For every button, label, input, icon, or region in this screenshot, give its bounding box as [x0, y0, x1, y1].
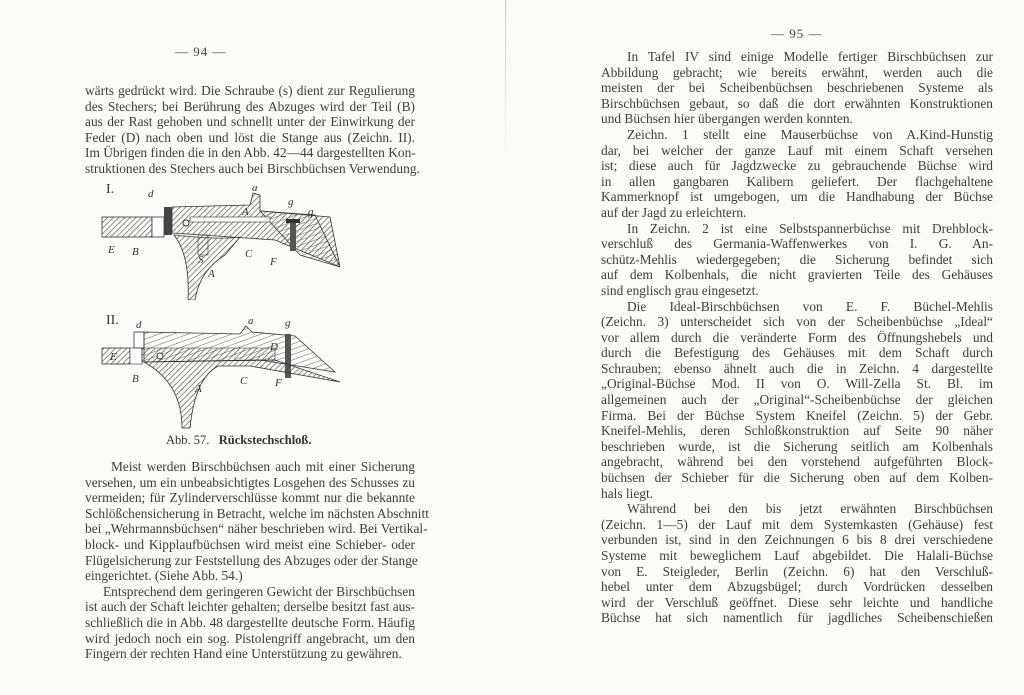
text-line: versehen, um ein unbeabsichtigtes Losgehen des Schusses zu — [85, 474, 415, 490]
text-line: angebracht, während bei den vorstehend aufgeführten Block- — [601, 454, 993, 470]
left-top-paragraph — [85, 83, 420, 177]
text-line: von E. Steigleder, Berlin (Zeichn. 6) hat den Verschluß- — [601, 563, 993, 579]
part-label: a — [252, 185, 258, 194]
text-line: Schrauben; ebenso ähnelt auch die in Zeichn. 4 dargestellte — [601, 360, 993, 376]
part-label: F — [270, 256, 277, 268]
right-paragraph-5 — [601, 501, 993, 626]
text-line: Feder (D) nach oben und löst die Stange aus (Zeichn. II). — [85, 129, 415, 145]
part-label: C — [240, 375, 248, 387]
text-line: Flügelsicherung zur Feststellung des Abzuges oder der Stange — [85, 552, 418, 568]
text-line: block- und Kipplaufbüchsen wird meist eine Schieber- oder — [85, 536, 415, 552]
text-line: Im Übrigen finden die in den Abb. 42—44 dargestellten Kon- — [85, 145, 416, 161]
text-line: Meist werden Birschbüchsen auch mit einer Sicherung — [111, 459, 415, 474]
text-line: aus der Rast gehoben und schnellt unter der Einwirkung der — [85, 114, 415, 130]
figure-panel-1-label: I. — [106, 182, 115, 197]
text-line: In Zeichn. 2 ist eine Selbstspannerbüchse mit Drehblock- — [627, 220, 993, 236]
text-line: auf der Jagd zu erleichtern. — [601, 204, 747, 220]
text-line: auf dem Kolbenhals, die nicht gravierten Teile des Gehäuses — [601, 267, 993, 283]
part-label: g — [285, 318, 291, 329]
right-paragraph-1 — [601, 49, 993, 127]
text-line: bei „Wehrmannsbüchsen“ näher beschrieben wird. Bei Vertikal- — [85, 521, 428, 537]
stock-bar — [102, 217, 152, 237]
text-line: allgemeinen auch der „Original“-Scheibenbüchse der gleichen — [601, 392, 993, 408]
left-top-text — [85, 83, 420, 177]
text-line: schließlich die in Abb. 48 dargestellte deutsche Form. Häufig — [85, 614, 415, 630]
text-line: sind englisch grau eingesetzt. — [601, 282, 759, 298]
part-label: A — [242, 206, 249, 218]
right-paragraph-2 — [601, 127, 993, 221]
part-label: g — [288, 196, 294, 208]
text-line: Systeme mit beweglichem Lauf abgebildet. Die Halali-Büchse — [601, 548, 993, 563]
text-line: wärts gedrückt wird. Die Schraube (s) dient zur Regulierung — [85, 83, 415, 98]
text-line: wird der Verschluß geöffnet. Diese sehr leichte und handliche — [601, 594, 993, 610]
text-line: Schlößchensicherung in Betracht, welche im nächsten Abschnitt — [85, 505, 429, 521]
text-line: büchsen der Schieber für die Sicherung oben auf dem Kolben- — [601, 470, 993, 486]
text-line: des Stechers; bei Berührung des Abzuges wird der Teil (B) — [85, 98, 415, 114]
text-line: verschluß des Germania-Waffenwerkes von I. G. An- — [601, 236, 993, 252]
right-paragraph-4 — [601, 299, 993, 502]
text-line: verbunden ist, sind in den Zeichnungen 6 bis 8 drei verschiedene — [601, 532, 993, 548]
figure-caption — [166, 433, 312, 448]
left-paragraph-1 — [85, 459, 429, 584]
plate-d — [164, 207, 172, 235]
part-label: d — [148, 188, 154, 200]
text-line: Die Ideal-Birschbüchsen von E. F. Büchel-Mehlis — [627, 298, 993, 314]
text-line: und Büchsen hier übergangen werden konnten. — [601, 111, 853, 127]
text-line: vermeiden; für Zylinderverschlüsse kommt nur die bekannte — [85, 490, 415, 506]
figure-caption-title: Rückstechschloß. — [218, 433, 312, 447]
text-line: ist auch der Schaft leichter gehalten; derselbe besitzt fast aus- — [85, 599, 415, 615]
right-text — [601, 49, 993, 626]
text-line: beschrieben wurde, ist die Sicherung seitlich am Kolbenhals — [601, 438, 993, 454]
sear-bar — [190, 217, 270, 222]
part-label: A — [208, 268, 215, 280]
text-line: schütz-Mehlis wiedergegeben; die Sicherung befindet sich — [601, 251, 993, 267]
text-line: struktionen des Stechers auch bei Birschbüchsen Verwendung. — [85, 160, 420, 176]
text-line: Birschbüchsen gebaut, so daß die dort erwähnten Konstruktionen — [601, 95, 993, 111]
figure-panel-2-drawing — [100, 318, 340, 433]
text-line: (Zeichn. 1—5) der Lauf mit dem Systemkasten (Gehäuse) fest — [601, 516, 993, 532]
text-line: hals liegt. — [601, 485, 654, 501]
part-label: S — [198, 254, 204, 266]
page-number-right: — 95 — — [771, 26, 823, 41]
text-line: Während bei den bis jetzt erwähnten Birschbüchsen — [627, 501, 993, 517]
part-label: E — [108, 244, 115, 256]
part-label: d — [136, 319, 142, 331]
text-line: Büchse hat sich namentlich für jagdliches Scheibenschießen — [601, 610, 993, 626]
text-line: „Original-Büchse Mod. II von O. Will-Zella St. Bl. im — [601, 376, 993, 392]
part-label: F — [275, 377, 282, 389]
part-label: B — [132, 246, 139, 258]
right-page — [508, 0, 1024, 695]
left-paragraph-2 — [85, 584, 415, 662]
text-line: Firma. Bei der Büchse System Kneifel (Zeichn. 5) der Gebr. — [601, 407, 993, 423]
left-page — [0, 0, 508, 695]
text-line: hebel unter dem Abzugsbügel; durch Vordrücken desselben — [601, 579, 993, 595]
part-label: a — [248, 318, 254, 327]
text-line: ist; diese auch für Jagdzwecke zu gebrauchende Büchse wird — [601, 158, 993, 174]
right-paragraph-3 — [601, 221, 993, 299]
text-line: (Zeichn. 3) unterscheidet sich von der Scheibenbüchse „Ideal“ — [601, 314, 993, 330]
part-label: E — [110, 351, 117, 363]
left-bottom-text — [85, 459, 429, 662]
figure-panel-2-label: II. — [106, 313, 119, 328]
text-line: vor allem durch die veränderte Form des Öffnungshebels und — [601, 329, 993, 345]
text-line: durch die Befestigung des Gehäuses mit dem Schaft durch — [601, 345, 993, 361]
part-label: C — [245, 248, 253, 260]
figure-panel-1-drawing — [100, 185, 340, 300]
text-line: Abbildung gebracht; wie bereits erwähnt, werden auch die — [601, 64, 993, 80]
text-line: dar, bei welcher der ganze Lauf mit einem Schaft versehen — [601, 142, 993, 158]
part-label: g — [308, 206, 314, 218]
part-label: B — [132, 373, 139, 385]
text-line: Zeichn. 1 stellt eine Mauserbüchse von A.Kind-Hunstig — [627, 126, 993, 142]
text-line: Kneifel-Mehlis, deren Schloßkonstruktion auf Seite 90 näher — [601, 423, 993, 439]
part-label: A — [195, 383, 202, 395]
part-label: D — [270, 341, 278, 353]
page-number-left: — 94 — — [175, 44, 227, 59]
page-gutter — [505, 0, 506, 160]
text-line: Fingern der rechten Hand eine Unterstützung zu gewähren. — [85, 646, 402, 662]
screw-g — [290, 221, 296, 251]
figure-caption-number: Abb. 57. — [166, 433, 210, 447]
text-line: Entsprechend dem geringeren Gewicht der Birschbüchsen — [103, 583, 415, 599]
text-line: Kammerknopf ist umgebogen, um die Handhabung der Büchse — [601, 189, 993, 205]
text-line: meisten der bei Scheibenbüchsen beschriebenen Systeme als — [601, 80, 993, 96]
text-line: in allen gangbaren Kalibern geliefert. Der flachgehaltene — [601, 173, 993, 189]
text-line: wird jedoch noch ein sog. Pistolengriff angebracht, um den — [85, 630, 415, 646]
text-line: In Tafel IV sind einige Modelle fertiger Birschbüchsen zur — [627, 49, 993, 64]
text-line: eingerichtet. (Siehe Abb. 54.) — [85, 568, 243, 584]
